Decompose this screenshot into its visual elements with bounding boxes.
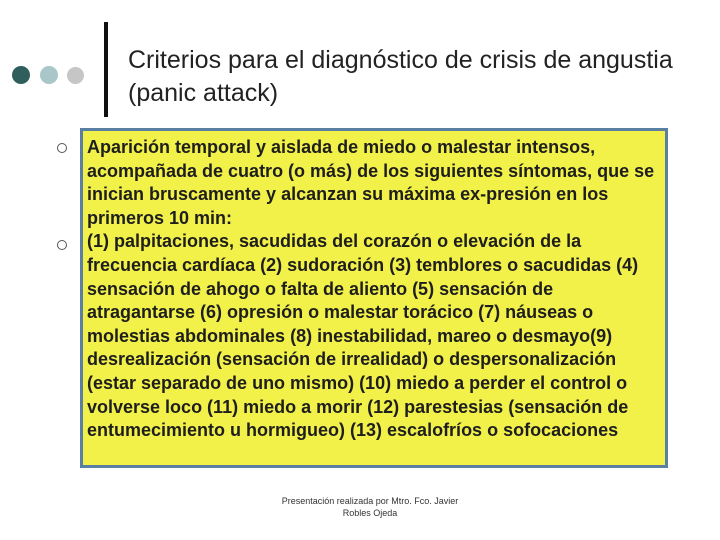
footer-line-1: Presentación realizada por Mtro. Fco. Javier [281, 496, 459, 506]
criteria-paragraph-1: Aparición temporal y aislada de miedo o malestar intensos, acompañada de cuatro (o más) de los siguientes síntomas, que se inician bruscamente y alcanzan su máxima ex-presión en los primeros 10 min: [87, 137, 655, 228]
decorative-dot-gray [67, 67, 84, 84]
bullet-icon [57, 143, 67, 153]
slide-title: Criterios para el diagnóstico de crisis de angustia (panic attack) [128, 46, 673, 107]
footer-line-2: Robles Ojeda [342, 508, 398, 518]
decorative-dot-light [40, 66, 58, 84]
bullet-icon [57, 240, 67, 250]
criteria-paragraph-2: (1) palpitaciones, sacudidas del corazón o elevación de la frecuencia cardíaca (2) sudoración (3) temblores o sacudidas (4) sensación de ahogo o falta de aliento (5) sensación de atragantarse (6) opresión o malestar torácico (7) náuseas o molestias abdominales (8) inestabilidad, mareo o desmayo(9) desrealización (sensación de irrealidad) o despersonalización (estar separado de uno mismo) (10) miedo a perder el control o volverse loco (11) miedo a morir (12) parestesias (sensación de entumecimiento u hormigueo) (13) escalofríos o sofocaciones [87, 231, 639, 441]
decorative-dot-dark [12, 66, 30, 84]
criteria-text [87, 136, 662, 443]
title-divider [104, 22, 108, 117]
criteria-box [80, 128, 668, 468]
footer-credit [250, 495, 490, 519]
